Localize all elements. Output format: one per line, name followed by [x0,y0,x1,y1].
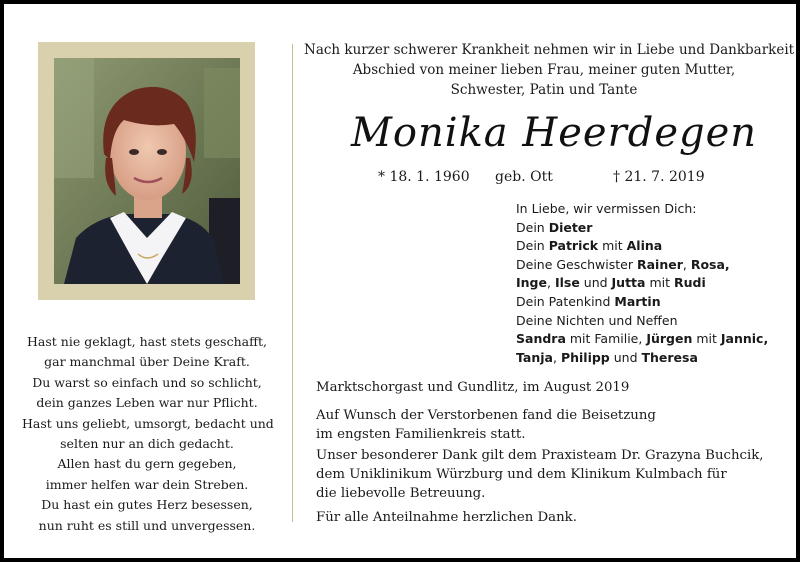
poem [22,332,272,536]
poem-line: selten nur an dich gedacht. [60,436,234,452]
family-line: Dein Patenkind Martin [516,293,661,309]
intro-line: Abschied von meiner lieben Frau, meiner guten Mutter, [352,62,736,78]
photo-frame [38,42,255,300]
poem-line: Hast nie geklagt, hast stets geschafft, [27,334,267,349]
poem-line: immer helfen war dein Streben. [45,476,249,492]
obituary-card [4,4,796,558]
family-line: Tanja, Philipp und Theresa [516,349,698,365]
family-line: Deine Nichten und Neffen [516,312,678,328]
final-thanks: Für alle Anteilnahme herzlichen Dank. [316,510,577,525]
poem-line: Allen hast du gern gegeben, [57,456,237,472]
portrait-photo [54,58,240,284]
poem-line: gar manchmal über Deine Kraft. [44,354,250,370]
poem-line: Hast uns geliebt, umsorgt, bedacht und [22,415,274,431]
family-line: In Liebe, wir vermissen Dich: [516,201,697,216]
place-date: Marktschorgast und Gundlitz, im August 2019 [316,380,630,395]
burial-note: Auf Wunsch der Verstorbenen fand die Beisetzung im engsten Familienkreis statt. [316,408,656,442]
intro-line: Schwester, Patin und Tante [450,82,638,98]
family-list [516,200,780,367]
poem-line: Du warst so einfach und so schlicht, [32,374,262,390]
family-line: Sandra mit Familie, Jürgen mit Jannic, [516,331,769,347]
family-line: Dein Dieter [516,219,593,235]
maiden-name: geb. Ott [495,169,553,185]
intro-line: Nach kurzer schwerer Krankheit nehmen wir in Liebe und Dankbarkeit [304,42,795,58]
deceased-name: Monika Heerdegen [350,110,758,156]
family-line: Dein Patrick mit Alina [516,238,663,254]
death-date: † 21. 7. 2019 [613,169,705,185]
family-line: Inge, Ilse und Jutta mit Rudi [516,275,706,291]
birth-date: * 18. 1. 1960 [378,169,470,185]
family-line: Deine Geschwister Rainer, Rosa, [516,256,730,272]
poem-line: nun ruht es still und unvergessen. [38,517,256,533]
intro-text [304,40,795,100]
poem-line: Du hast ein gutes Herz besessen, [41,497,253,513]
thanks-note: Unser besonderer Dank gilt dem Praxisteam Dr. Grazyna Buchcik, dem Uniklinikum Würzburg und dem Klinikum Kulmbach für die liebevolle Betreuung. [316,448,764,501]
vertical-divider [292,44,293,522]
poem-line: dein ganzes Leben war nur Pflicht. [36,395,258,411]
